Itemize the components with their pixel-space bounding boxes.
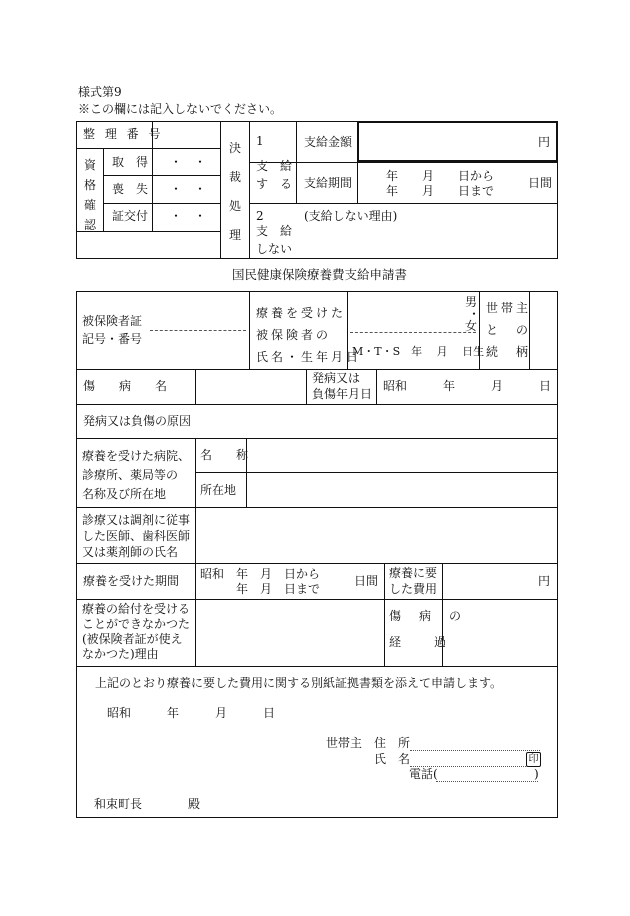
nopay-label: 支 給 しない	[256, 224, 293, 256]
addressee: 和束町長	[94, 797, 143, 811]
form-number: 様式第9	[78, 85, 122, 99]
pay-number: 1	[256, 134, 264, 148]
treatment-period-from: 昭和 年 月 日から	[200, 567, 321, 581]
soshitsu-label: 喪 失	[112, 182, 149, 196]
insured-card-label: 被保険者証 記号・番号	[82, 314, 143, 346]
application-date: 昭和 年 月 日	[107, 706, 276, 720]
phone-label: 電話(	[409, 767, 438, 781]
soshitsu-date: ・ ・	[170, 182, 207, 196]
treatment-days: 日間	[354, 574, 379, 588]
office-use-note: ※この欄には記入しないでください。	[78, 102, 283, 116]
honorific: 殿	[188, 797, 201, 811]
reason-label: 療養の給付を受ける ことができなかつた (被保険者証が使え なかつた)理由	[82, 602, 191, 661]
shutoku-label: 取 得	[112, 155, 149, 169]
illness-label: 傷 病 名	[83, 379, 168, 393]
phone-close: )	[534, 767, 539, 781]
cause-label: 発病又は負傷の原因	[83, 414, 192, 428]
hospital-address-label: 所在地	[200, 483, 237, 497]
cost-label: 療養に要 した費用	[389, 566, 438, 596]
shokofu-date: ・ ・	[170, 209, 207, 223]
hospital-name-label: 名 称	[200, 448, 249, 462]
period-days: 日間	[528, 176, 553, 190]
illness-course-label: 傷 病 の 経 過	[389, 609, 465, 649]
nopay-reason-label: (支給しない理由)	[304, 209, 398, 223]
kessai-shori-label: 決裁処理	[228, 141, 241, 242]
seal-mark: 印	[526, 752, 541, 767]
onset-label: 発病又は 負傷年月日	[312, 371, 373, 401]
declaration-text: 上記のとおり療養に要した費用に関する別紙証拠書類を添えて申請します。	[95, 676, 503, 690]
treatment-period-label: 療養を受けた期間	[83, 574, 180, 588]
householder-name-label: 氏 名	[374, 752, 411, 766]
amount-yen: 円	[538, 135, 551, 149]
cost-yen: 円	[538, 574, 551, 588]
household-relation-label: 世帯主 と の 続 柄	[486, 301, 532, 359]
treatment-period-to: 年 月 日まで	[236, 582, 321, 596]
patient-label: 療養を受けた 被保険者の 氏名・生年月日	[256, 306, 362, 364]
sex-dot: ・	[468, 307, 481, 321]
shokofu-label: 証交付	[112, 209, 149, 223]
sex-male: 男	[465, 295, 478, 309]
period-label: 支給期間	[304, 176, 353, 190]
doctor-label: 診療又は調剤に従事 した医師、歯科医師 又は薬剤師の氏名	[82, 513, 191, 559]
hospital-label: 療養を受けた病院、 診療所、薬局等の 名称及び所在地	[82, 449, 191, 501]
period-from: 年 月 日から	[386, 169, 495, 183]
form-title: 国民健康保険療養費支給申請書	[232, 267, 408, 282]
period-to: 年 月 日まで	[386, 184, 495, 198]
sex-female: 女	[465, 319, 478, 333]
nopay-number: 2	[256, 209, 264, 223]
householder-label: 世帯主	[326, 736, 363, 750]
householder-address-label: 住 所	[374, 736, 411, 750]
onset-date: 昭和 年 月 日	[383, 379, 552, 393]
shikaku-kakunin-label: 資格確認	[83, 158, 96, 232]
shutoku-date: ・ ・	[170, 155, 207, 169]
pay-label: 支 給 す る	[256, 159, 293, 191]
birth-date: M・T・S 年 月 日生	[352, 345, 485, 358]
seiri-bango-label: 整 理 番 号	[83, 127, 164, 141]
amount-label: 支給金額	[304, 135, 353, 149]
